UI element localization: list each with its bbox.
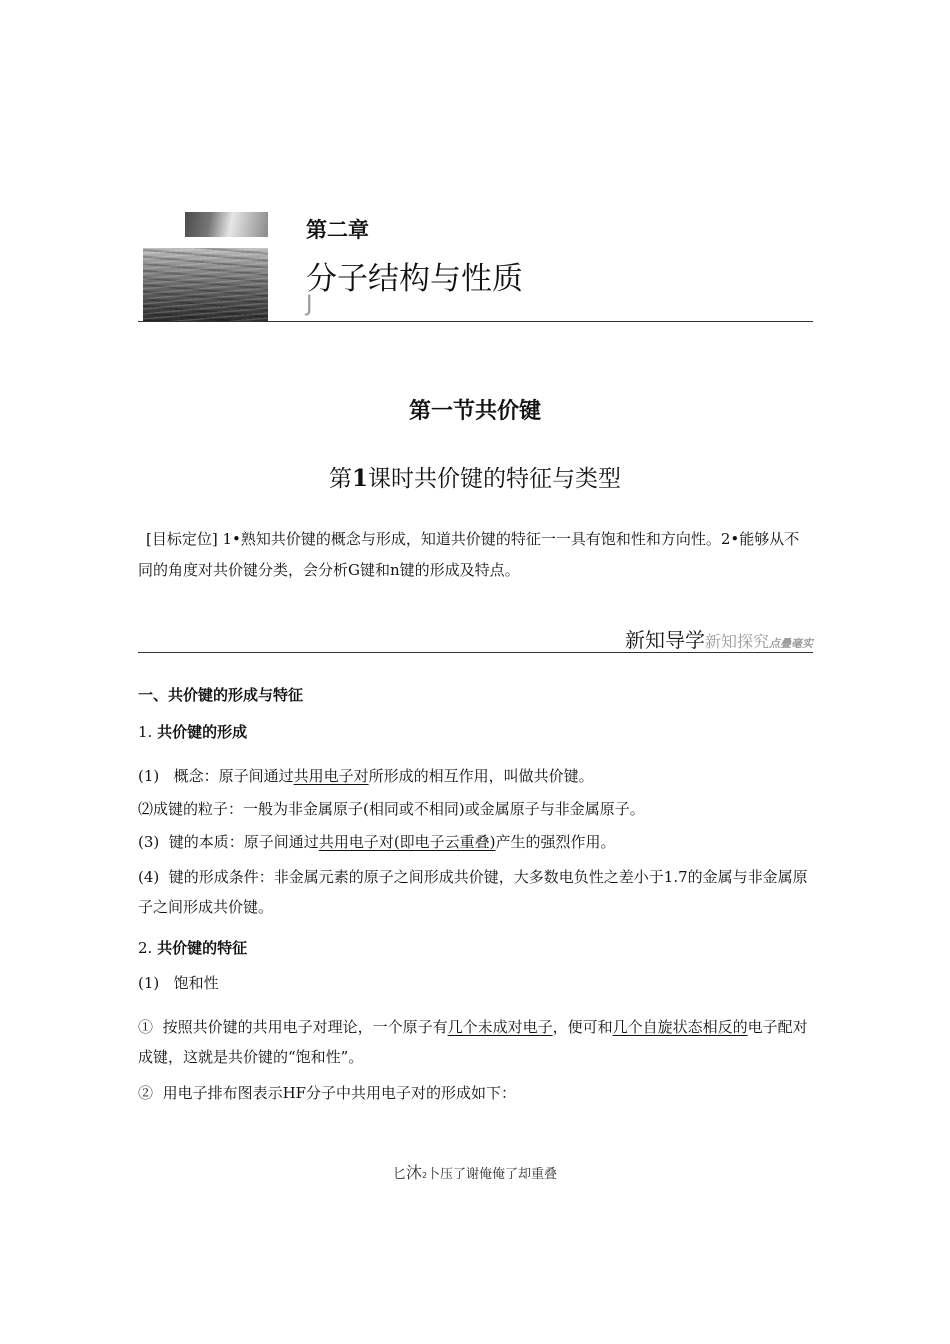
- item-text: 键的本质：原子间通过: [168, 833, 319, 851]
- item-conditions: [138, 862, 813, 922]
- item-label: ①: [138, 1018, 154, 1036]
- section-banner: [625, 624, 813, 653]
- subheading-formation: [138, 717, 813, 747]
- banner-divider: [138, 652, 813, 653]
- lesson-title: [0, 460, 950, 493]
- item-label: (3): [138, 833, 160, 851]
- banner-small: 点疊毫实: [769, 637, 813, 650]
- chapter-header-image-water: [143, 248, 268, 321]
- item-concept: [138, 761, 813, 791]
- item-label: (1): [138, 767, 160, 785]
- item-underlined-text: 几个自旋状态相反的: [612, 1018, 748, 1036]
- chapter-header-image-top: [185, 212, 268, 237]
- lesson-suffix: 课时共价键的特征与类型: [368, 466, 621, 492]
- lesson-number: 1: [351, 465, 368, 492]
- item-text: 电子配对成键，这就是共价键的“饱和性”。: [138, 1018, 808, 1066]
- figure-caption: [0, 1160, 950, 1183]
- item-text: 成键的粒子：一般为非金属原子(相同或不相同)或金属原子与非金属原子。: [153, 800, 645, 818]
- item-text: 所形成的相互作用，叫做共价键。: [368, 767, 594, 785]
- subheading-number: 1.: [138, 723, 153, 741]
- item-text: 产生的强烈作用。: [495, 833, 616, 851]
- caption-part: 卜压了谢俺俺了却重叠: [427, 1167, 558, 1182]
- item-label: (4): [138, 868, 160, 886]
- subheading-title: 共价键的形成: [157, 723, 248, 741]
- subheading-features: [138, 933, 813, 963]
- item-underlined-text: 共用电子对: [293, 767, 369, 785]
- learning-goal: [138, 524, 813, 586]
- subheading-title: 共价键的特征: [157, 939, 248, 957]
- banner-main: 新知导学: [624, 628, 705, 652]
- lesson-prefix: 第: [328, 466, 352, 492]
- caption-part: 2: [421, 1171, 428, 1180]
- chapter-divider: [138, 321, 813, 322]
- learning-goal-text: [目标定位] 1•熟知共价键的概念与形成，知道共价键的特征一一具有饱和性和方向性。2•能够从不同的角度对共价键分类，会分析G键和n键的形成及特点。: [138, 530, 800, 579]
- subheading-number: 2.: [138, 939, 153, 957]
- caption-part: 沐: [405, 1163, 422, 1182]
- part1-heading: 一、共价键的形成与特征: [138, 686, 304, 704]
- item-label: ⑵: [138, 800, 154, 818]
- item-saturation: [138, 968, 813, 998]
- section-title: 第一节共价键: [408, 398, 541, 424]
- chapter-number: 第二章: [306, 218, 369, 242]
- item-underlined-text: 共用电子对(即电子云重叠): [318, 833, 496, 851]
- chapter-mark: J: [306, 292, 313, 317]
- item-label: ②: [138, 1084, 154, 1102]
- item-text: ，便可和: [552, 1018, 613, 1036]
- item-saturation-rule: [138, 1012, 813, 1072]
- item-essence: [138, 827, 813, 857]
- item-text: 按照共价键的共用电子对理论，一个原子有: [162, 1018, 448, 1036]
- banner-sub: 新知探究: [704, 632, 769, 651]
- item-text: 饱和性: [173, 974, 219, 992]
- item-text: 键的形成条件：非金属元素的原子之间形成共价键，大多数电负性之差小于1.7的金属与非金属原子之间形成共价键。: [138, 868, 808, 916]
- item-label: (1): [138, 974, 160, 992]
- item-underlined-text: 几个未成对电子: [447, 1018, 553, 1036]
- chapter-title: 分子结构与性质: [306, 261, 523, 297]
- item-text: 概念：原子间通过: [173, 767, 294, 785]
- item-text: 用电子排布图表示HF分子中共用电子对的形成如下：: [162, 1084, 517, 1102]
- item-hf-diagram-intro: [138, 1078, 813, 1108]
- caption-part: 匕: [392, 1167, 406, 1182]
- item-particles: [138, 794, 813, 824]
